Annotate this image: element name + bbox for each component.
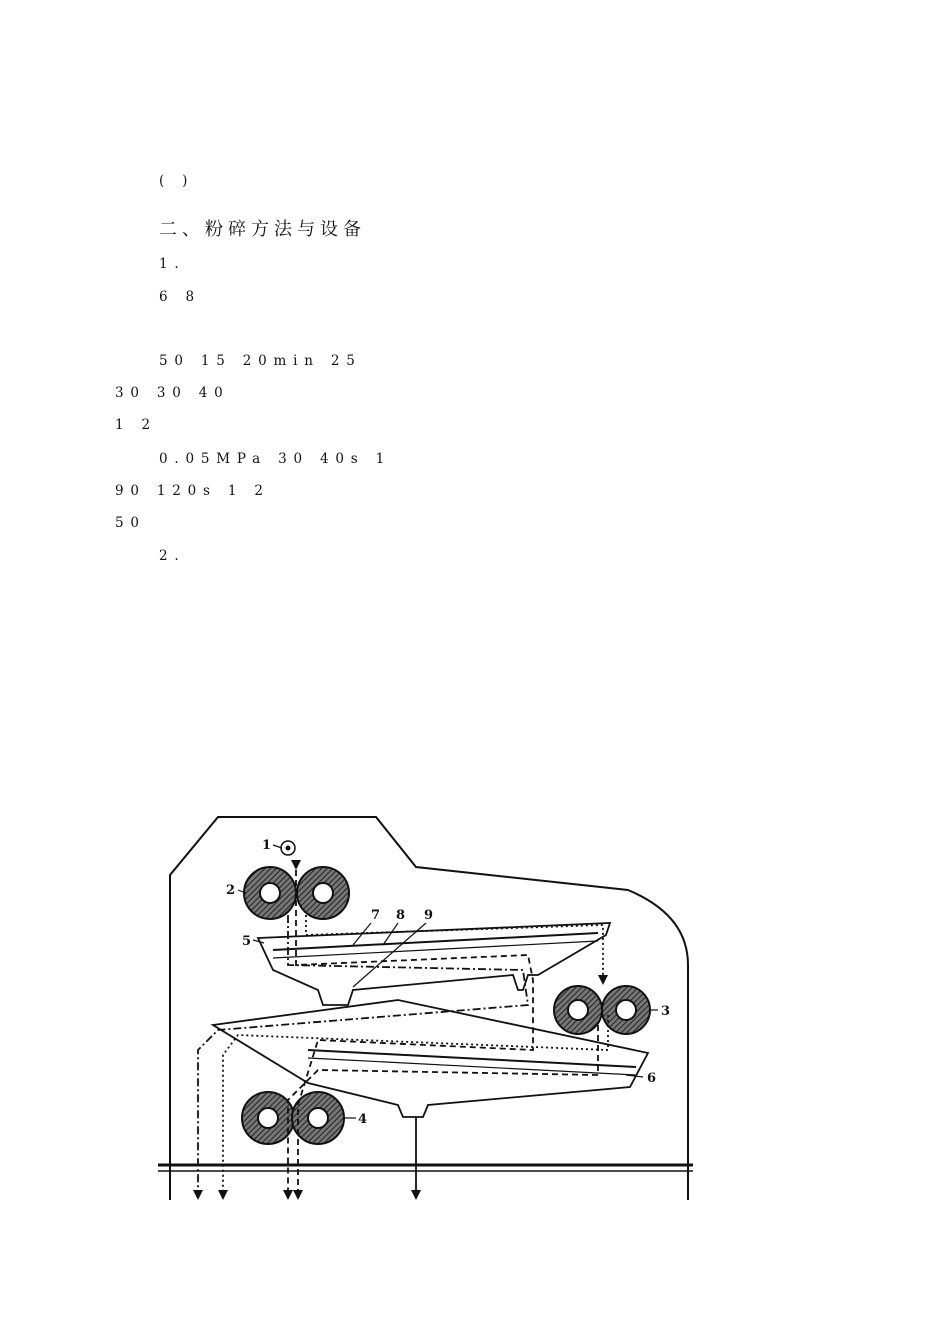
text-line: 50 15 20min 25 [159, 353, 362, 369]
roller-mill-diagram [158, 805, 703, 1205]
figure-label-9: 9 [424, 908, 434, 923]
flow-path-dash-dot [198, 915, 528, 1195]
feed-roller [281, 841, 295, 855]
roller-pair-4 [242, 1092, 344, 1144]
roller-pair-3 [554, 986, 650, 1034]
text-line: 90 120s 1 2 [115, 483, 270, 499]
figure-label-8: 8 [396, 908, 406, 923]
text-line: 50 [115, 515, 146, 531]
figure-label-3: 3 [661, 1004, 671, 1019]
figure-label-6: 6 [647, 1071, 657, 1086]
text-line: 30 30 40 [115, 385, 230, 401]
section-heading: 二、粉碎方法与设备 [159, 219, 366, 240]
text-line: 1. [159, 256, 186, 272]
figure-label-1: 1 [262, 838, 272, 853]
figure-label-5: 5 [242, 934, 252, 949]
text-line: 2. [159, 548, 186, 564]
figure-label-2: 2 [226, 883, 236, 898]
text-line: ( ) [159, 173, 195, 189]
text-line: 1 2 [115, 417, 157, 433]
figure-label-7: 7 [371, 908, 381, 923]
text-line: 0.05MPa 30 40s 1 [159, 451, 391, 467]
figure-label-4: 4 [358, 1112, 368, 1127]
text-line: 6 8 [159, 289, 201, 305]
